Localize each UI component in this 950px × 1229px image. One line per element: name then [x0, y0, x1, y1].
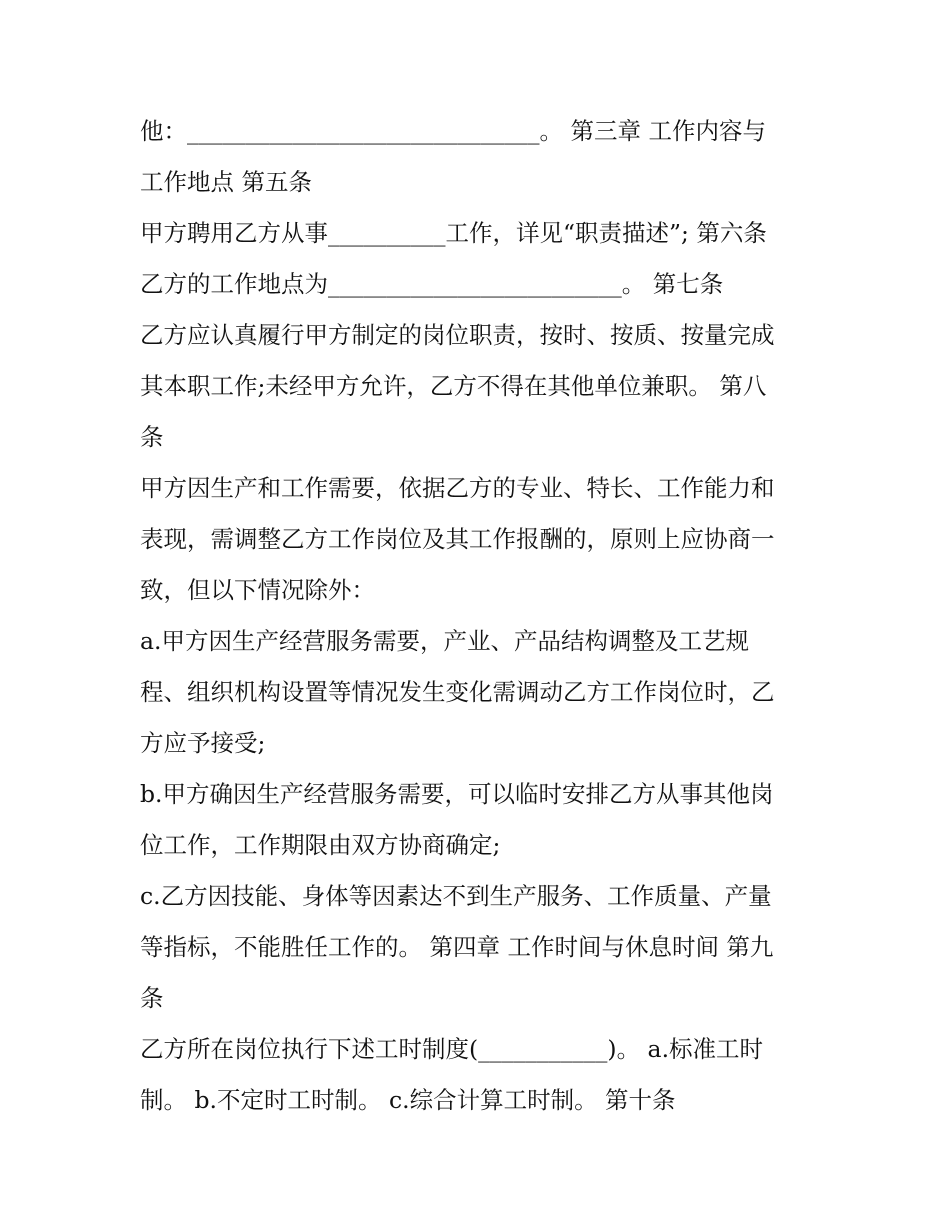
text-line: 致，但以下情况除外：	[140, 576, 375, 604]
text-line: 制。 b.不定时工时制。 c.综合计算工时制。 第十条	[140, 1086, 676, 1114]
text-line: 条	[140, 423, 164, 451]
text-line: 乙方应认真履行甲方制定的岗位职责，按时、按质、按量完成	[140, 321, 775, 349]
text-line: 条	[140, 984, 164, 1012]
text-line: 甲方聘用乙方从事__________工作，详见“职责描述”; 第六条	[140, 219, 767, 247]
text-line: 乙方所在岗位执行下述工时制度(___________)。 a.标准工时	[140, 1035, 764, 1063]
text-line: 乙方的工作地点为_________________________。 第七条	[140, 270, 724, 298]
text-line: 其本职工作;未经甲方允许，乙方不得在其他单位兼职。 第八	[140, 372, 767, 400]
text-line: 表现，需调整乙方工作岗位及其工作报酬的，原则上应协商一	[140, 525, 775, 553]
text-line: 甲方因生产和工作需要，依据乙方的专业、特长、工作能力和	[140, 474, 775, 502]
text-line: 等指标，不能胜任工作的。 第四章 工作时间与休息时间 第九	[140, 933, 774, 961]
text-line: c.乙方因技能、身体等因素达不到生产服务、工作质量、产量	[140, 882, 772, 910]
contract-text	[140, 106, 820, 1126]
text-line: 工作地点 第五条	[140, 168, 312, 196]
text-line: 方应予接受;	[140, 729, 266, 757]
text-line: 位工作，工作期限由双方协商确定;	[140, 831, 501, 859]
text-line: b.甲方确因生产经营服务需要，可以临时安排乙方从事其他岗	[140, 780, 774, 808]
text-line: 他：______________________________。 第三章 工作内容与	[140, 117, 766, 145]
text-line: a.甲方因生产经营服务需要，产业、产品结构调整及工艺规	[140, 627, 749, 655]
text-line: 程、组织机构设置等情况发生变化需调动乙方工作岗位时，乙	[140, 678, 775, 706]
